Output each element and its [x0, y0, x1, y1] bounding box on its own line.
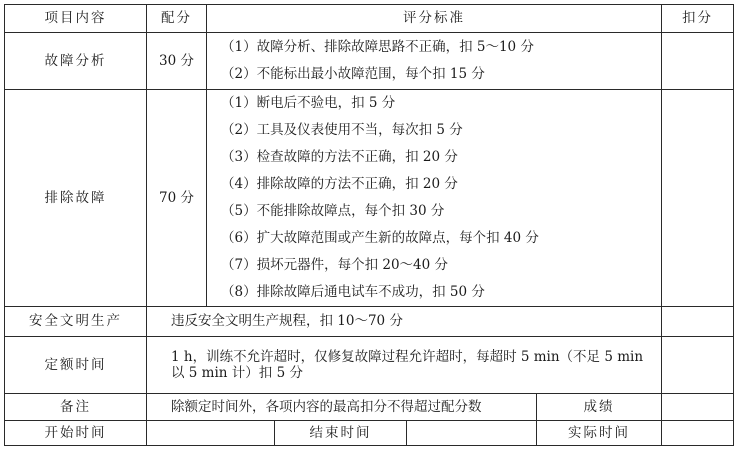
- safety-text: 违反安全文明生产规程，扣 10～70 分: [147, 307, 662, 337]
- criteria-line: （2）工具及仪表使用不当，每次扣 5 分: [221, 122, 463, 138]
- criteria-line: （2）不能标出最小故障范围，每个扣 15 分: [221, 66, 485, 82]
- safety-deduct-cell: [662, 307, 734, 337]
- header-row: [5, 5, 734, 33]
- fault-analysis-row: [5, 33, 734, 90]
- criteria-line: （3）检查故障的方法不正确，扣 20 分: [221, 149, 458, 165]
- criteria-line: （8）排除故障后通电试车不成功，扣 50 分: [221, 284, 485, 300]
- criteria-line: （1）故障分析、排除故障思路不正确，扣 5～10 分: [221, 39, 534, 55]
- remarks-label: 备注: [5, 394, 147, 421]
- header-item: 项目内容: [5, 5, 147, 33]
- end-time-label: 结束时间: [275, 421, 407, 446]
- end-time-value: [407, 421, 537, 446]
- fault-removal-row: [5, 90, 734, 307]
- criteria-line: （5）不能排除故障点，每个扣 30 分: [221, 203, 445, 219]
- criteria-line: （7）损坏元器件，每个扣 20～40 分: [221, 257, 449, 273]
- safety-row: [5, 307, 734, 337]
- header-deduct: 扣分: [662, 5, 734, 33]
- scoring-table: [4, 4, 734, 446]
- start-time-label: 开始时间: [5, 421, 147, 446]
- time-limit-row: [5, 337, 734, 394]
- grade-label: 成绩: [537, 394, 662, 421]
- criteria-line: （4）排除故障的方法不正确，扣 20 分: [221, 176, 458, 192]
- remarks-text: 除额定时间外，各项内容的最高扣分不得超过配分数: [147, 394, 537, 421]
- times-row: [5, 421, 734, 446]
- fault-removal-deduct-cell: [662, 90, 734, 307]
- time-limit-deduct-cell: [662, 337, 734, 394]
- time-limit-label: 定额时间: [5, 337, 147, 394]
- actual-time-value: [662, 421, 734, 446]
- time-limit-text: 1 h，训练不允许超时，仅修复故障过程允许超时，每超时 5 min（不足 5 min 以 5 min 计）扣 5 分: [147, 337, 662, 394]
- remarks-row: [5, 394, 734, 421]
- start-time-value: [147, 421, 275, 446]
- fault-removal-criteria: [207, 90, 662, 307]
- fault-removal-label: 排除故障: [5, 90, 147, 307]
- header-criteria: 评分标准: [207, 5, 662, 33]
- scoring-sheet: [4, 4, 733, 445]
- grade-value-cell: [662, 394, 734, 421]
- fault-analysis-label: 故障分析: [5, 33, 147, 90]
- actual-time-label: 实际时间: [537, 421, 662, 446]
- header-score: 配分: [147, 5, 207, 33]
- fault-removal-score: 70 分: [147, 90, 207, 307]
- criteria-line: （1）断电后不验电，扣 5 分: [221, 95, 396, 111]
- criteria-line: （6）扩大故障范围或产生新的故障点，每个扣 40 分: [221, 230, 539, 246]
- fault-analysis-score: 30 分: [147, 33, 207, 90]
- fault-analysis-criteria: [207, 33, 662, 90]
- fault-analysis-deduct-cell: [662, 33, 734, 90]
- safety-label: 安全文明生产: [5, 307, 147, 337]
